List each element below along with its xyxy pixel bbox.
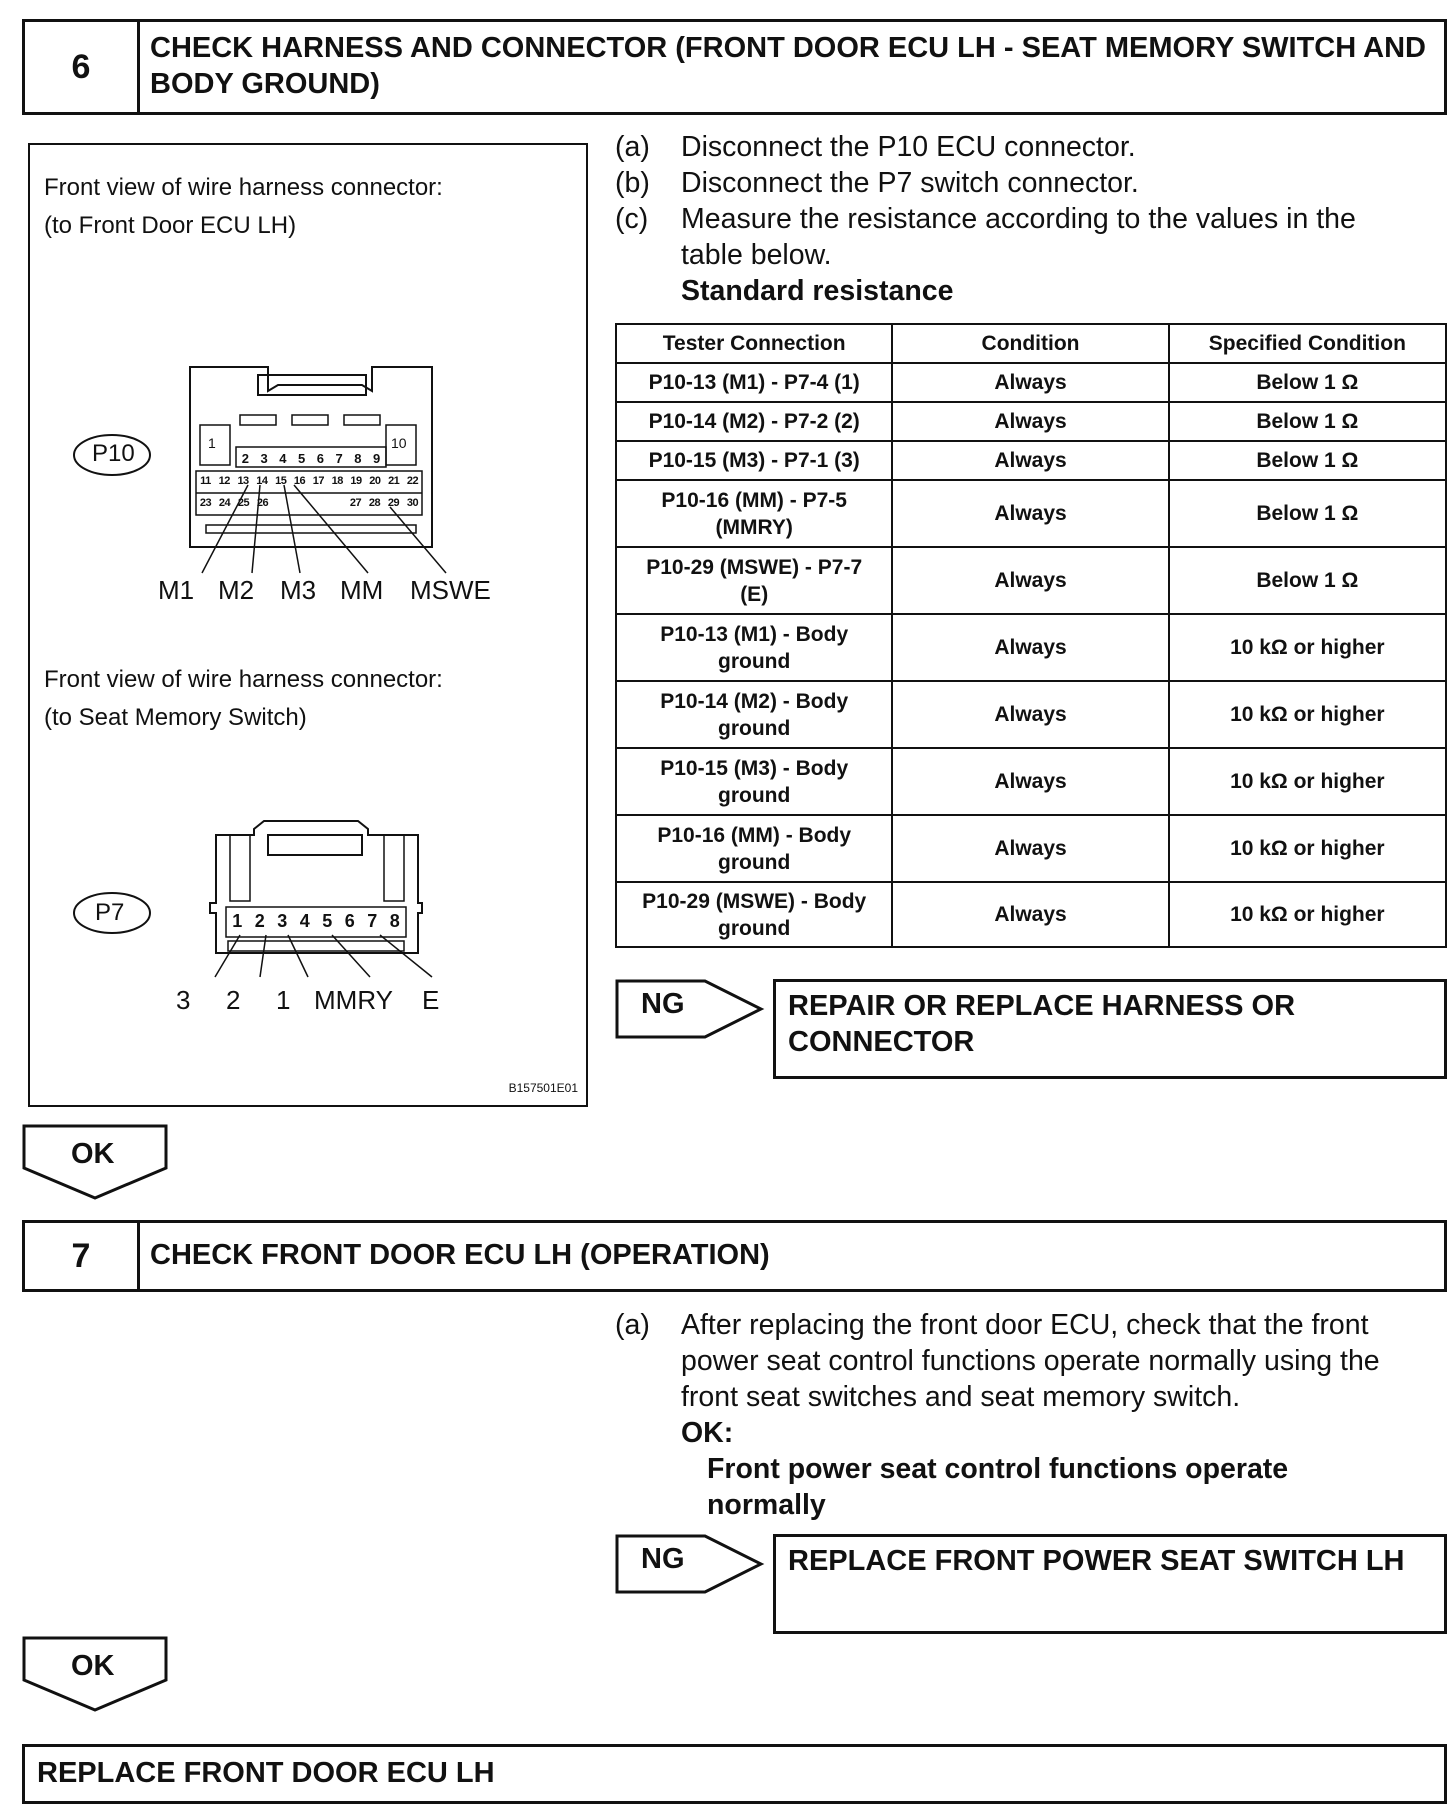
- standard-resistance-heading: Standard resistance: [681, 275, 954, 307]
- figure-caption-p10: Front view of wire harness connector: (to Front Door ECU LH): [44, 174, 443, 239]
- p10-terminal-mm: MM: [340, 575, 384, 605]
- ng-label: NG: [641, 1543, 685, 1575]
- p10-pin-10: 10: [391, 435, 407, 451]
- figure-code: B157501E01: [508, 1081, 578, 1095]
- ng-arrow-icon: [615, 1534, 765, 1594]
- connector-figure: [28, 143, 588, 1107]
- p10-terminal-m3: M3: [280, 575, 317, 605]
- step-number: 6: [25, 22, 140, 112]
- table-row: P10-29 (MSWE) - Body ground Always 10 kΩ or higher: [616, 882, 1446, 947]
- ng-arrow-icon: [615, 979, 765, 1039]
- table-header-row: [616, 324, 1446, 363]
- p10-top-pin-row: 2 3 4 5 6 7 8 9: [241, 451, 381, 466]
- step-7-instructions: (a) After replacing the front door ECU, check that the front power seat control functions operate normally using the front seat switches and seat memory switch. OK: Front power seat control functions operate normally: [615, 1309, 1380, 1521]
- table-row: P10-15 (M3) - P7-1 (3) Always Below 1 Ω: [616, 441, 1446, 480]
- table-row: P10-14 (M2) - Body ground Always 10 kΩ or higher: [616, 681, 1446, 748]
- p7-terminal-3: 3: [176, 985, 191, 1015]
- table-row: P10-16 (MM) - Body ground Always 10 kΩ or higher: [616, 815, 1446, 882]
- p10-low-right-pin-row: 27 28 29 30: [349, 497, 419, 509]
- ng-label: NG: [641, 988, 685, 1020]
- table-row: P10-13 (M1) - P7-4 (1) Always Below 1 Ω: [616, 363, 1446, 402]
- step-title: CHECK HARNESS AND CONNECTOR (FRONT DOOR ECU LH - SEAT MEMORY SWITCH AND BODY GROUND): [150, 32, 1426, 100]
- step-7-header: [22, 1220, 1447, 1292]
- p7-terminal-1: 1: [276, 985, 291, 1015]
- step-title: CHECK FRONT DOOR ECU LH (OPERATION): [150, 1239, 770, 1271]
- step-number: 7: [25, 1223, 140, 1289]
- p10-connector-label: P10: [92, 440, 135, 467]
- ng-action-box: REPAIR OR REPLACE HARNESS OR CONNECTOR: [773, 979, 1447, 1079]
- header-specified-condition: Specified Condition: [1169, 324, 1446, 363]
- standard-resistance-table: [615, 323, 1447, 948]
- header-tester-connection: Tester Connection: [616, 324, 892, 363]
- p7-terminal-mmry: MMRY: [314, 985, 393, 1015]
- ok-label: OK: [71, 1138, 115, 1170]
- p7-connector-label: P7: [95, 899, 125, 926]
- p10-terminal-m1: M1: [158, 575, 195, 605]
- ng-action-box: REPLACE FRONT POWER SEAT SWITCH LH: [773, 1534, 1447, 1634]
- header-condition: Condition: [892, 324, 1168, 363]
- step-6-header: [22, 19, 1447, 115]
- table-row: P10-14 (M2) - P7-2 (2) Always Below 1 Ω: [616, 402, 1446, 441]
- p7-terminal-2: 2: [226, 985, 241, 1015]
- table-row: P10-15 (M3) - Body ground Always 10 kΩ or higher: [616, 748, 1446, 815]
- p10-pin-1: 1: [208, 435, 216, 451]
- step-6-instructions: (a) Disconnect the P10 ECU connector. (b) Disconnect the P7 switch connector. (c) Measure the resistance according to the values in the table below. Standard resistance: [615, 131, 1356, 307]
- p10-terminal-m2: M2: [218, 575, 255, 605]
- p10-connector-diagram: [30, 145, 586, 1105]
- ok-label: OK: [71, 1650, 115, 1682]
- figure-caption-p7: Front view of wire harness connector: (to Seat Memory Switch): [44, 666, 443, 731]
- ok-criteria-label: OK:: [681, 1417, 734, 1449]
- table-row: P10-16 (MM) - P7-5 (MMRY) Always Below 1 Ω: [616, 480, 1446, 547]
- table-row: P10-29 (MSWE) - P7-7 (E) Always Below 1 Ω: [616, 547, 1446, 614]
- final-action-bar: REPLACE FRONT DOOR ECU LH: [22, 1744, 1447, 1804]
- p10-low-left-pin-row: 23 24 25 26: [199, 497, 269, 509]
- p10-mid-pin-row: 11 12 13 14 15 16 17 18 19 20 21 22: [200, 475, 419, 487]
- p7-terminal-e: E: [422, 985, 440, 1015]
- p10-terminal-mswe: MSWE: [410, 575, 491, 605]
- table-row: P10-13 (M1) - Body ground Always 10 kΩ or higher: [616, 614, 1446, 681]
- p7-pin-row: 1 2 3 4 5 6 7 8: [232, 911, 400, 931]
